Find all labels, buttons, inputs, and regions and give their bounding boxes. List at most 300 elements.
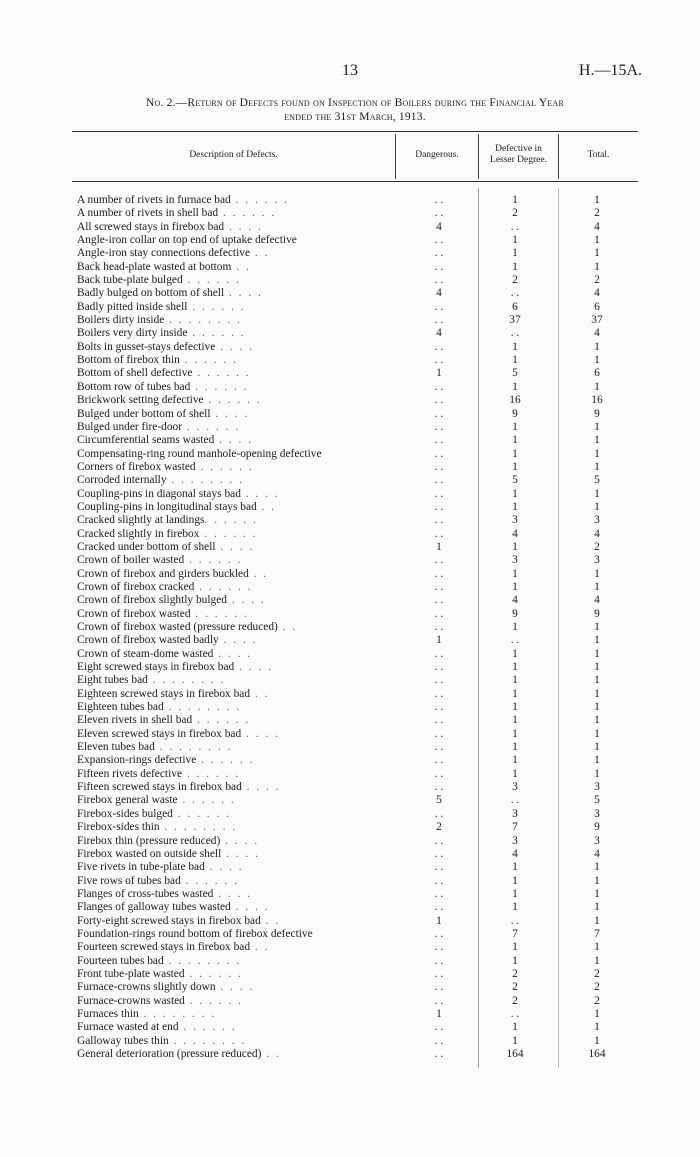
defect-description-text: Corners of firebox wasted (77, 460, 196, 473)
leader-dots: . . . . (215, 540, 255, 553)
defect-description (77, 261, 393, 274)
defect-description-text: Furnace wasted at end (77, 1021, 179, 1034)
total-count: 1 (594, 580, 600, 593)
defect-description-text: Crown of firebox slightly bulged (77, 594, 227, 607)
leader-dots: . . . . . . (190, 607, 249, 620)
leader-dots: . . . . (213, 647, 253, 660)
table-row (0, 688, 700, 701)
defect-description-text: Bulged under bottom of shell (77, 407, 211, 420)
total-count: 1 (594, 874, 600, 887)
lesser-degree-count: 3 (512, 834, 518, 847)
total-count: 1 (594, 674, 600, 687)
defect-description (77, 648, 393, 661)
total-count: 2 (594, 274, 600, 287)
lesser-degree-count: 1 (512, 380, 518, 393)
lesser-degree-count: 1 (512, 714, 518, 727)
leader-dots: . . (248, 567, 269, 580)
defect-description-text: Corroded internally (77, 474, 167, 487)
table-row (0, 474, 700, 487)
defects-table-body (0, 194, 700, 1061)
defect-description-text: Eighteen tubes bad (77, 701, 164, 714)
dangerous-count: . . (434, 247, 444, 260)
defect-description (77, 287, 393, 300)
lesser-degree-count: . . (510, 287, 520, 300)
defect-description (77, 781, 393, 794)
dangerous-count: . . (434, 834, 444, 847)
dangerous-count: . . (434, 861, 444, 874)
table-row (0, 754, 700, 767)
leader-dots: . . . . (221, 847, 261, 860)
dangerous-count: . . (434, 1034, 444, 1047)
defect-description (77, 981, 393, 994)
leader-dots: . . . . (220, 834, 260, 847)
total-count: 1 (594, 487, 600, 500)
lesser-degree-count: 4 (512, 594, 518, 607)
defect-description-text: Back tube-plate bulged (77, 274, 183, 287)
dangerous-count: . . (434, 434, 444, 447)
defect-description-text: General deterioration (pressure reduced) (77, 1048, 262, 1060)
lesser-degree-count: 1 (512, 194, 518, 206)
defect-description-text: Eleven rivets in shell bad (77, 714, 193, 727)
lesser-degree-count: 2 (512, 207, 518, 220)
defect-description-text: Firebox thin (pressure reduced) (77, 834, 221, 847)
lesser-degree-count: 1 (512, 674, 518, 687)
table-row (0, 741, 700, 754)
lesser-degree-count: 3 (512, 514, 518, 527)
table-row (0, 221, 700, 234)
defect-description-text: Firebox-sides bulged (77, 807, 173, 820)
table-row (0, 661, 700, 674)
table-row (0, 674, 700, 687)
defect-description (77, 701, 393, 714)
dangerous-count: . . (434, 260, 444, 273)
leader-dots: . . . . (204, 861, 244, 874)
defect-description-text: Crown of firebox wasted (77, 607, 191, 620)
total-count: 4 (594, 847, 600, 860)
defect-description (77, 821, 393, 834)
defect-description-text: Cracked slightly in firebox (77, 527, 200, 540)
total-count: 4 (594, 527, 600, 540)
total-count: 37 (591, 314, 603, 327)
defect-description (77, 1008, 393, 1021)
leader-dots: . . . . . . (195, 460, 254, 473)
total-count: 5 (594, 474, 600, 487)
lesser-degree-count: 164 (506, 1048, 524, 1060)
leader-dots: . . . . . . (190, 380, 249, 393)
defect-description (77, 875, 393, 888)
total-count: 2 (594, 994, 600, 1007)
leader-dots: . . (250, 687, 270, 700)
leader-dots: . . . . . . . . (159, 821, 238, 834)
table-row (0, 541, 700, 554)
dangerous-count: . . (434, 527, 444, 540)
total-count: 2 (594, 540, 600, 553)
defect-description-text: Cracked under bottom of shell (77, 540, 216, 553)
leader-dots: . . . . . . (203, 394, 262, 407)
table-title (70, 96, 640, 124)
defect-description-text: Bottom of firebox thin (77, 354, 180, 367)
total-count: 2 (594, 207, 600, 220)
lesser-degree-count: 1 (512, 741, 518, 754)
lesser-degree-count: 4 (512, 847, 518, 860)
table-row (0, 448, 700, 461)
lesser-degree-count: 2 (512, 274, 518, 287)
leader-dots: . . . . . . (184, 554, 243, 567)
total-count: 1 (594, 687, 600, 700)
total-count: 2 (594, 981, 600, 994)
table-row (0, 234, 700, 247)
leader-dots: . . . . . . (180, 874, 239, 887)
lesser-degree-count: 1 (512, 887, 518, 900)
dangerous-count: . . (434, 607, 444, 620)
total-count: 1 (594, 500, 600, 513)
leader-dots: . . . . . . . . (163, 701, 242, 714)
table-row (0, 434, 700, 447)
lesser-degree-count: 16 (509, 394, 521, 407)
total-count: 1 (594, 420, 600, 433)
total-count: 3 (594, 781, 600, 794)
leader-dots: . . . . . . . . (147, 674, 226, 687)
dangerous-count: . . (434, 701, 444, 714)
defect-description-text: Eleven screwed stays in firebox bad (77, 727, 242, 740)
dangerous-count: 4 (436, 287, 442, 300)
table-row (0, 981, 700, 994)
defect-description (77, 221, 393, 234)
defect-description (77, 634, 393, 647)
lesser-degree-count: 2 (512, 994, 518, 1007)
dangerous-count: . . (434, 687, 444, 700)
table-row (0, 648, 700, 661)
total-count: 1 (594, 380, 600, 393)
lesser-degree-count: 6 (512, 300, 518, 313)
defect-description (77, 1048, 393, 1061)
header-lesser-degree (479, 144, 558, 166)
table-row (0, 274, 700, 287)
defect-description-text: Cracked slightly at landings (77, 514, 205, 527)
total-count: 1 (594, 247, 600, 260)
defect-description-text: Fourteen tubes bad (77, 954, 164, 967)
dangerous-count: 2 (436, 821, 442, 834)
leader-dots: . . . . . . (178, 1021, 237, 1034)
dangerous-count: 4 (436, 327, 442, 340)
total-count: 1 (594, 354, 600, 367)
defect-description-text: Eleven tubes bad (77, 741, 155, 754)
header-dangerous: Dangerous. (415, 150, 459, 160)
dangerous-count: . . (434, 207, 444, 220)
table-row (0, 915, 700, 928)
lesser-degree-count: . . (510, 327, 520, 340)
defect-description-text: Crown of boiler wasted (77, 554, 185, 567)
defect-description (77, 207, 393, 220)
lesser-degree-count: 1 (512, 354, 518, 367)
lesser-degree-count: 3 (512, 554, 518, 567)
table-row (0, 901, 700, 914)
defect-description (77, 754, 393, 767)
table-row (0, 301, 700, 314)
total-count: 1 (594, 567, 600, 580)
table-row (0, 955, 700, 968)
defect-description-text: Foundation-rings round bottom of firebox defective (77, 927, 313, 940)
dangerous-count: . . (434, 394, 444, 407)
table-row (0, 928, 700, 941)
lesser-degree-count: 1 (512, 460, 518, 473)
defect-description-text: Bottom of shell defective (77, 367, 193, 380)
defect-description (77, 327, 393, 340)
lesser-degree-count: . . (510, 794, 520, 807)
dangerous-count: . . (434, 941, 444, 954)
defect-description (77, 194, 393, 207)
leader-dots: . . . . (218, 634, 258, 647)
defect-description-text: Five rivets in tube-plate bad (77, 861, 205, 874)
defect-description (77, 608, 393, 621)
total-count: 1 (594, 901, 600, 914)
leader-dots: . . . . . . (184, 967, 243, 980)
total-count: 1 (594, 1034, 600, 1047)
header-total: Total. (587, 150, 610, 160)
defect-description (77, 581, 393, 594)
lesser-degree-count: 1 (512, 234, 518, 247)
lesser-degree-count: 2 (512, 981, 518, 994)
defect-description (77, 274, 393, 287)
dangerous-count: 1 (436, 634, 442, 647)
total-count: 1 (594, 914, 600, 927)
table-row (0, 835, 700, 848)
leader-dots: . . . . . . (196, 754, 255, 767)
table-row (0, 768, 700, 781)
defect-description (77, 928, 393, 941)
total-count: 3 (594, 807, 600, 820)
dangerous-count: . . (434, 460, 444, 473)
total-count: 1 (594, 1007, 600, 1020)
defect-description-text: Badly pitted inside shell (77, 300, 188, 313)
defect-description-text: Front tube-plate wasted (77, 967, 185, 980)
total-count: 3 (594, 554, 600, 567)
dangerous-count: . . (434, 981, 444, 994)
defect-description (77, 394, 393, 407)
leader-dots: . . . . . . . . (168, 1034, 247, 1047)
total-count: 4 (594, 594, 600, 607)
lesser-degree-count: 7 (512, 821, 518, 834)
dangerous-count: . . (434, 300, 444, 313)
lesser-degree-count: 1 (512, 567, 518, 580)
table-row (0, 861, 700, 874)
defect-description-text: Bottom row of tubes bad (77, 380, 191, 393)
defect-description-text: Eight tubes bad (77, 674, 148, 687)
leader-dots: . . . . (226, 594, 266, 607)
lesser-degree-count: 1 (512, 701, 518, 714)
table-row (0, 394, 700, 407)
table-row (0, 341, 700, 354)
dangerous-count: . . (434, 661, 444, 674)
defect-description-text: Boilers dirty inside (77, 314, 165, 327)
defect-description-text: Coupling-pins in diagonal stays bad (77, 487, 241, 500)
total-count: 1 (594, 754, 600, 767)
leader-dots: . . . . . . . . (154, 741, 233, 754)
lesser-degree-count: 37 (509, 314, 521, 327)
lesser-degree-count: 1 (512, 1021, 518, 1034)
leader-dots: . . (261, 1048, 281, 1060)
defect-description-text: Fourteen screwed stays in firebox bad (77, 941, 251, 954)
lesser-degree-count: 1 (512, 727, 518, 740)
defect-description (77, 808, 393, 821)
dangerous-count: . . (434, 967, 444, 980)
defect-description-text: Brickwork setting defective (77, 394, 204, 407)
table-row (0, 714, 700, 727)
defect-description-text: Angle-iron stay connections defective (77, 247, 251, 260)
table-row (0, 554, 700, 567)
table-row (0, 421, 700, 434)
defect-description (77, 528, 393, 541)
dangerous-count: . . (434, 274, 444, 287)
dangerous-count: . . (434, 901, 444, 914)
dangerous-count: 1 (436, 1007, 442, 1020)
defect-description-text: Crown of firebox wasted badly (77, 634, 219, 647)
dangerous-count: . . (434, 234, 444, 247)
defect-description (77, 861, 393, 874)
defect-description (77, 674, 393, 687)
defect-description-text: Crown of firebox wasted (pressure reduced) (77, 621, 278, 633)
dangerous-count: . . (434, 1021, 444, 1034)
header-description: Description of Defects. (189, 150, 278, 160)
total-count: 1 (594, 434, 600, 447)
leader-dots: . . (256, 500, 277, 513)
defect-description-text: Firebox-sides thin (77, 821, 160, 834)
defect-description (77, 835, 393, 848)
total-count: 1 (594, 647, 600, 660)
defect-description-text: Bulged under fire-door (77, 420, 183, 433)
table-row (0, 968, 700, 981)
dangerous-count: . . (434, 727, 444, 740)
dangerous-count: . . (434, 594, 444, 607)
leader-dots: . . . . . . (184, 994, 244, 1007)
dangerous-count: . . (434, 807, 444, 820)
defect-description-text: Circumferential seams wasted (77, 434, 215, 447)
dangerous-count: . . (434, 874, 444, 887)
table-row (0, 875, 700, 888)
lesser-degree-count: 1 (512, 647, 518, 660)
table-row (0, 995, 700, 1008)
leader-dots: . . . . (224, 287, 263, 300)
dangerous-count: . . (434, 847, 444, 860)
defect-description (77, 955, 393, 968)
leader-dots: . . . . . . (194, 580, 253, 593)
lesser-degree-count: 5 (512, 367, 518, 380)
total-count: 1 (594, 260, 600, 273)
defect-description (77, 488, 393, 501)
defect-description (77, 661, 393, 674)
total-count: 9 (594, 407, 600, 420)
table-row (0, 354, 700, 367)
table-row (0, 261, 700, 274)
defect-description (77, 995, 393, 1008)
total-count: 1 (594, 621, 600, 633)
defect-description-text: Fifteen rivets defective (77, 767, 183, 780)
dangerous-count: . . (434, 674, 444, 687)
defect-description (77, 514, 393, 527)
total-count: 16 (591, 394, 603, 407)
dangerous-count: . . (434, 647, 444, 660)
defect-description (77, 461, 393, 474)
table-title-line-1: No. 2.—Return of Defects found on Inspection of Boilers during the Financial Year (146, 97, 564, 109)
defect-description (77, 354, 393, 367)
table-row (0, 367, 700, 380)
defect-description-text: Flanges of galloway tubes wasted (77, 901, 231, 914)
leader-dots: . . . . (215, 981, 255, 994)
lesser-degree-count: 1 (512, 340, 518, 353)
leader-dots: . . . . . . (187, 327, 246, 340)
table-row (0, 1035, 700, 1048)
table-row (0, 568, 700, 581)
total-count: 1 (594, 767, 600, 780)
total-count: 1 (594, 194, 600, 206)
leader-dots: . . . . . . (182, 767, 241, 780)
defect-description-text: Boilers very dirty inside (77, 327, 188, 340)
total-count: 1 (594, 634, 600, 647)
table-row (0, 581, 700, 594)
leader-dots: . . . . . . (204, 514, 258, 527)
total-count: 5 (594, 794, 600, 807)
lesser-degree-count: 1 (512, 687, 518, 700)
table-row (0, 1008, 700, 1021)
lesser-degree-count: 9 (512, 407, 518, 420)
table-row (0, 594, 700, 607)
table-row (0, 634, 700, 647)
total-count: 1 (594, 234, 600, 247)
leader-dots: . . . . . . (199, 527, 258, 540)
dangerous-count: . . (434, 487, 444, 500)
total-count: 3 (594, 834, 600, 847)
defect-description-text: Badly bulged on bottom of shell (77, 287, 225, 300)
defect-description (77, 421, 393, 434)
leader-dots: . . . . . . . . (163, 954, 242, 967)
lesser-degree-count: 1 (512, 754, 518, 767)
leader-dots: . . (231, 260, 251, 273)
defect-description-text: Crown of firebox and girders buckled (77, 567, 249, 580)
defect-description-text: All screwed stays in firebox bad (77, 220, 225, 233)
leader-dots: . . . . . . (230, 194, 289, 206)
defect-description (77, 688, 393, 701)
total-count: 1 (594, 460, 600, 473)
lesser-degree-count: . . (510, 634, 520, 647)
table-row (0, 608, 700, 621)
leader-dots: . . (250, 247, 270, 260)
table-row (0, 941, 700, 954)
lesser-degree-count: 1 (512, 874, 518, 887)
table-row (0, 888, 700, 901)
defect-description-text: Crown of firebox cracked (77, 580, 195, 593)
dangerous-count: . . (434, 1048, 444, 1060)
table-row (0, 461, 700, 474)
dangerous-count: . . (434, 567, 444, 580)
page-reference: H.—15A. (578, 62, 642, 79)
defect-description (77, 554, 393, 567)
dangerous-count: . . (434, 741, 444, 754)
lesser-degree-count: 1 (512, 420, 518, 433)
leader-dots: . . . . . . (187, 300, 246, 313)
lesser-degree-count: 1 (512, 434, 518, 447)
dangerous-count: 1 (436, 367, 442, 380)
page-number: 13 (342, 62, 358, 79)
dangerous-count: . . (434, 781, 444, 794)
total-count: 1 (594, 714, 600, 727)
lesser-degree-count: 1 (512, 447, 518, 460)
lesser-degree-count: 1 (512, 954, 518, 967)
defect-description (77, 594, 393, 607)
leader-dots: . . (250, 941, 270, 954)
total-count: 1 (594, 447, 600, 460)
leader-dots: . . . . (215, 340, 255, 353)
table-row (0, 287, 700, 300)
